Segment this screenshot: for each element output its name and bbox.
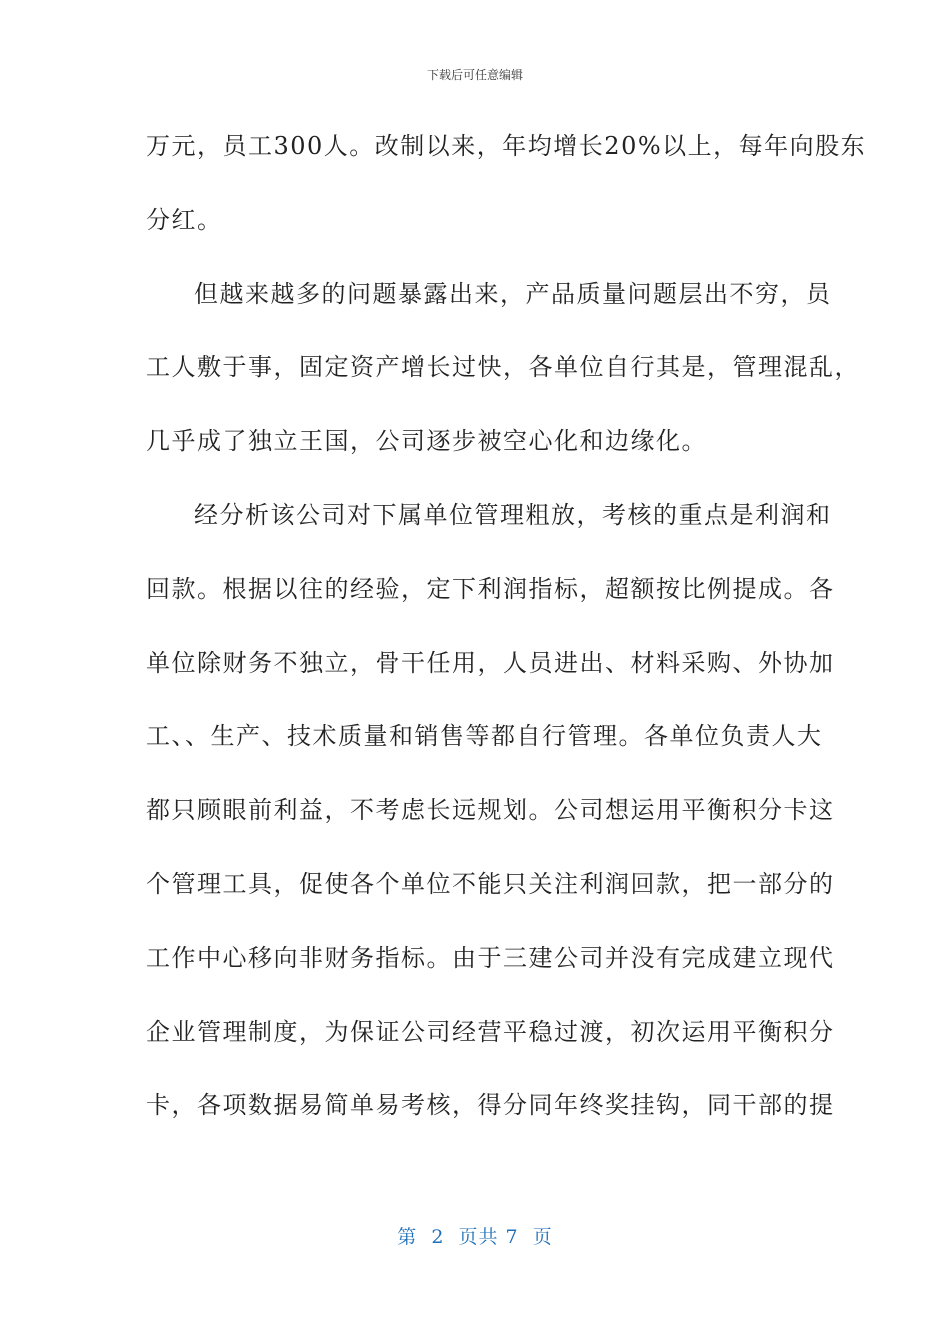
text-line: 都只顾眼前利益，不考虑长远规划。公司想运用平衡积分卡这 xyxy=(146,796,835,825)
text-line: 万元，员工300人。改制以来，年均增长20%以上，每年向股东 xyxy=(146,132,867,160)
paragraph-start-line: 但越来越多的问题暴露出来，产品质量问题层出不穷，员 xyxy=(194,279,832,308)
page-header: 下载后可任意编辑 xyxy=(426,68,523,82)
text-line: 工人敷于事，固定资产增长过快，各单位自行其是，管理混乱， xyxy=(146,353,860,382)
text-line: 工、、生产、技术质量和销售等都自行管理。各单位负责人大 xyxy=(146,722,823,751)
page-number-footer: 第 2 页共 7 页 xyxy=(397,1226,553,1248)
text-line: 工作中心移向非财务指标。由于三建公司并没有完成建立现代 xyxy=(146,943,835,972)
text-line: 分红。 xyxy=(146,205,223,234)
text-line: 单位除财务不独立，骨干任用，人员进出、材料采购、外协加 xyxy=(146,648,835,677)
text-line: 卡，各项数据易简单易考核，得分同年终奖挂钩，同干部的提 xyxy=(146,1091,835,1120)
text-line: 企业管理制度，为保证公司经营平稳过渡，初次运用平衡积分 xyxy=(146,1017,835,1046)
text-line: 回款。根据以往的经验，定下利润指标，超额按比例提成。各 xyxy=(146,574,835,603)
text-line: 个管理工具，促使各个单位不能只关注利润回款，把一部分的 xyxy=(146,869,835,898)
body-text xyxy=(146,110,867,1143)
text-line: 几乎成了独立王国，公司逐步被空心化和边缘化。 xyxy=(146,427,707,456)
paragraph-start-line: 经分析该公司对下属单位管理粗放，考核的重点是利润和 xyxy=(194,500,832,529)
